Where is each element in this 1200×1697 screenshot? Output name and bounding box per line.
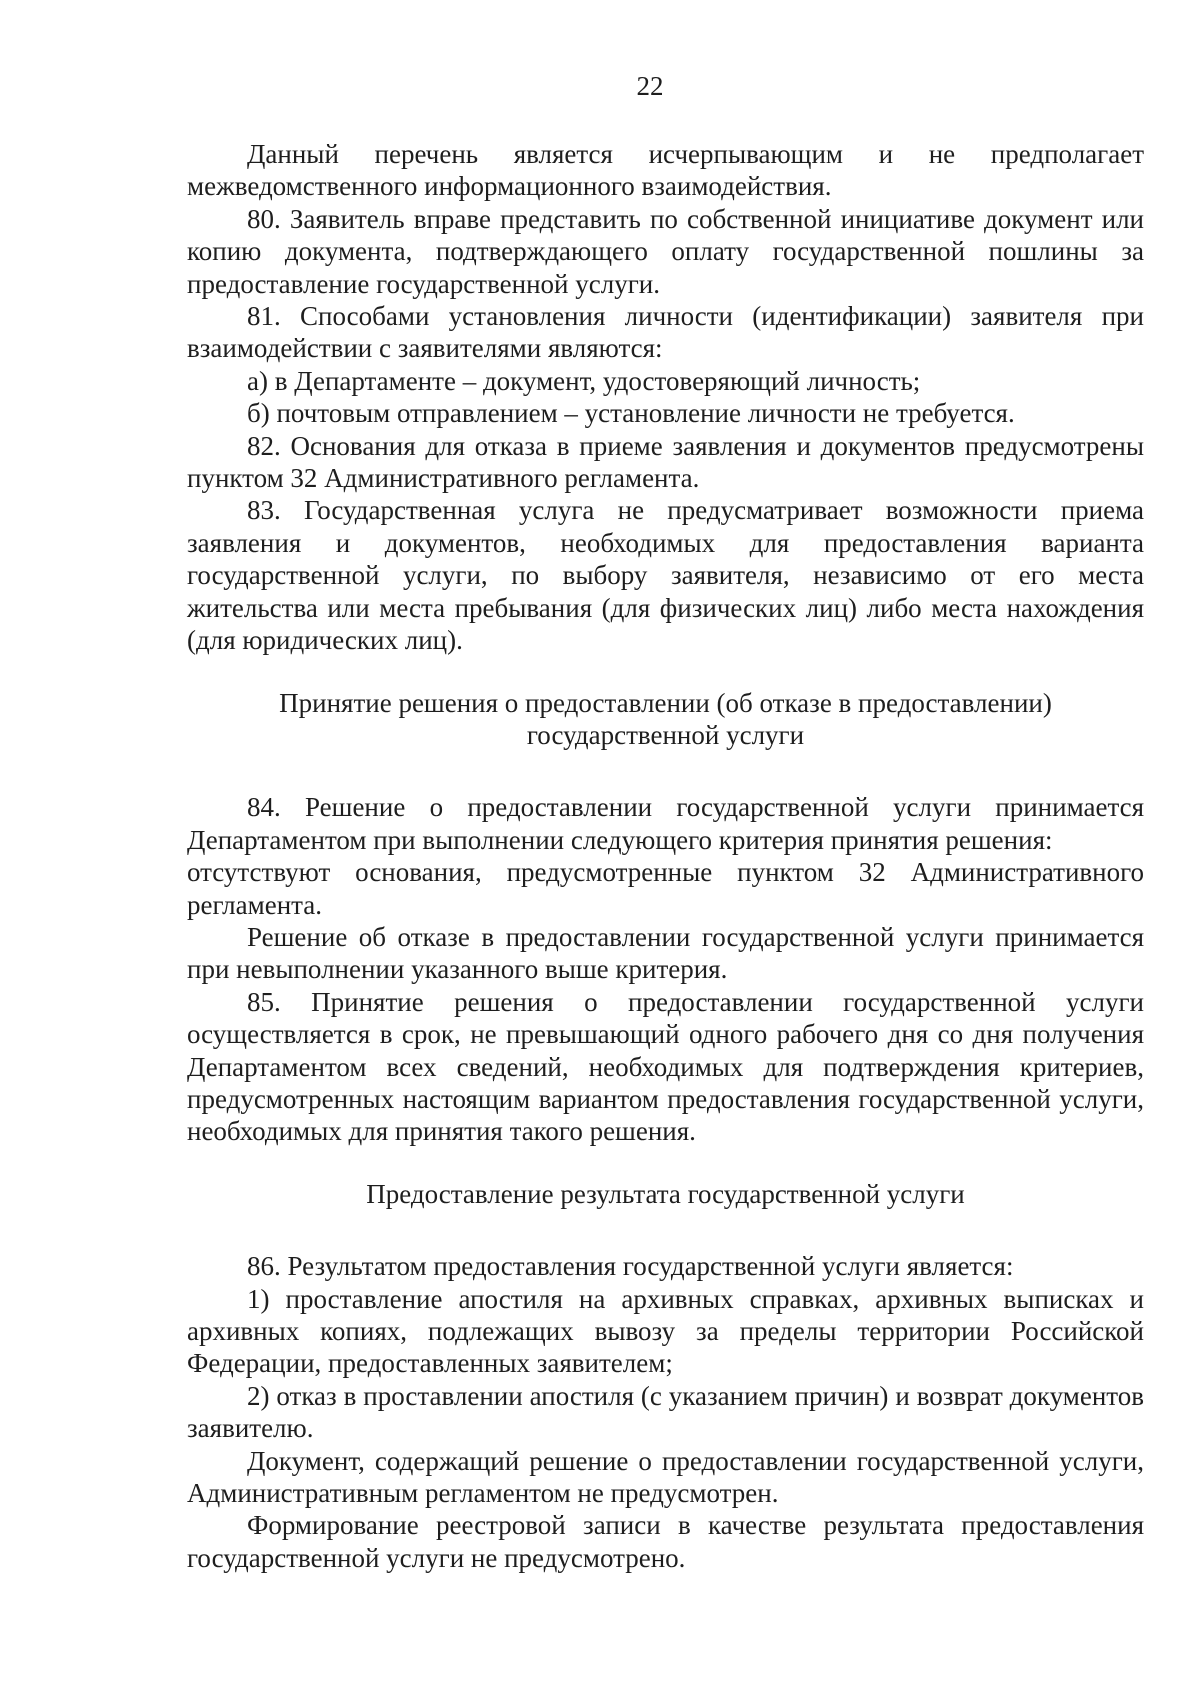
paragraph-86-registry: Формирование реестровой записи в качестве результата предоставления государственной услуги не предусмотрено.	[187, 1510, 1144, 1573]
section-heading-decision-line2: государственной услуги	[526, 719, 805, 750]
section-result-body	[187, 1250, 1144, 1574]
section-heading-decision-line1: Принятие решения о предоставлении (об отказе в предоставлении)	[279, 687, 1052, 718]
section-heading-result	[187, 1178, 1144, 1210]
section-heading-decision	[187, 687, 1144, 752]
paragraph-85: 85. Принятие решения о предоставлении государственной услуги осуществляется в срок, не превышающий одного рабочего дня со дня получения Департаментом всех сведений, необходимых для подтверждения критериев, предусмотренных настоящим вариантом предоставления государственной услуги, необходимых для принятия такого решения.	[187, 986, 1144, 1147]
paragraph-86-document: Документ, содержащий решение о предоставлении государственной услуги, Административным регламентом не предусмотрен.	[187, 1445, 1144, 1509]
paragraph-83: 83. Государственная услуга не предусматривает возможности приема заявления и документов, необходимых для предоставления варианта государственной услуги, по выбору заявителя, независимо от его места жительства или места пребывания (для физических лиц) либо места нахождения (для юридических лиц).	[187, 495, 1144, 656]
section-decision-body	[187, 791, 1144, 1147]
paragraph-86-1: 1) проставление апостиля на архивных справках, архивных выписках и архивных копиях, подлежащих вывозу за пределы территории Российской Федерации, предоставленных заявителем;	[187, 1283, 1144, 1379]
paragraph-86: 86. Результатом предоставления государственной услуги является:	[247, 1251, 1014, 1282]
paragraph-81-b: б) почтовым отправлением – установление личности не требуется.	[247, 398, 1015, 429]
paragraph-84: 84. Решение о предоставлении государственной услуги принимается Департаментом при выполнении следующего критерия принятия решения:	[187, 792, 1144, 855]
paragraph-list-note: Данный перечень является исчерпывающим и не предполагает межведомственного информационного взаимодействия.	[187, 139, 1144, 202]
page-number: 22	[636, 71, 664, 101]
paragraph-81-a: а) в Департаменте – документ, удостоверяющий личность;	[247, 365, 921, 396]
paragraph-82: 82. Основания для отказа в приеме заявления и документов предусмотрены пунктом 32 Административного регламента.	[187, 430, 1144, 494]
paragraph-80: 80. Заявитель вправе представить по собственной инициативе документ или копию документа, подтверждающего оплату государственной пошлины за предоставление государственной услуги.	[187, 203, 1144, 299]
paragraph-84-criterion: отсутствуют основания, предусмотренные пунктом 32 Административного регламента.	[187, 857, 1144, 920]
document-body	[187, 138, 1144, 1574]
section-heading-result-line: Предоставление результата государственной услуги	[366, 1178, 965, 1209]
paragraph-84-refusal: Решение об отказе в предоставлении государственной услуги принимается при невыполнении указанного выше критерия.	[187, 921, 1144, 985]
paragraph-81: 81. Способами установления личности (идентификации) заявителя при взаимодействии с заявителями являются:	[187, 301, 1144, 364]
paragraph-86-2: 2) отказ в проставлении апостиля (с указанием причин) и возврат документов заявителю.	[187, 1380, 1144, 1444]
